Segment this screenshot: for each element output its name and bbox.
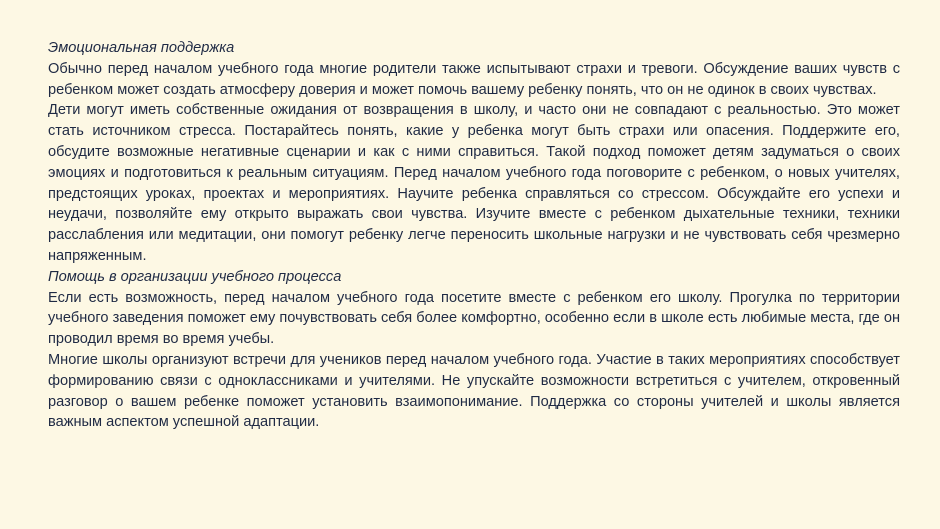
section-emotional-support bbox=[48, 38, 900, 267]
paragraph: Если есть возможность, перед началом учебного года посетите вместе с ребенком его школу. Прогулка по территории учебного заведения поможет ему почувствовать себя более комфортно, особенно если в школе есть любимые места, где он проводил время во время учебы. bbox=[48, 289, 900, 348]
section-study-organization bbox=[48, 267, 900, 433]
section-heading: Помощь в организации учебного процесса bbox=[48, 268, 342, 285]
document-body bbox=[48, 38, 900, 433]
paragraph: Обычно перед началом учебного года многие родители также испытывают страхи и тревоги. Обсуждение ваших чувств с ребенком может создать атмосферу доверия и может помочь вашему ребенку понять, что он не одинок в своих чувствах. bbox=[48, 60, 900, 98]
paragraph: Дети могут иметь собственные ожидания от возвращения в школу, и часто они не совпадают с реальностью. Это может стать источником стресса. Постарайтесь понять, какие у ребенка могут быть страхи или опасения. Поддержите его, обсудите возможные негативные сценарии и как с ними справиться. Такой подход поможет детям задуматься о своих эмоциях и подготовиться к реальным ситуациям. Перед началом учебного года поговорите с ребенком, о новых учителях, предстоящих уроках, проектах и мероприятиях. Научите ребенка справляться со стрессом. Обсуждайте его успехи и неудачи, позволяйте ему открыто выражать свои чувства. Изучите вместе с ребенком дыхательные техники, техники расслабления или медитации, они помогут ребенку легче переносить школьные нагрузки и не чувствовать себя чрезмерно напряженным. bbox=[48, 102, 900, 264]
section-heading: Эмоциональная поддержка bbox=[48, 40, 235, 56]
paragraph: Многие школы организуют встречи для учеников перед началом учебного года. Участие в таких мероприятиях способствует формированию связи с одноклассниками и учителями. Не упускайте возможности встретиться с учителем, откровенный разговор о вашем ребенке поможет установить взаимопонимание. Поддержка со стороны учителей и школы является важным аспектом успешной адаптации. bbox=[48, 351, 900, 431]
